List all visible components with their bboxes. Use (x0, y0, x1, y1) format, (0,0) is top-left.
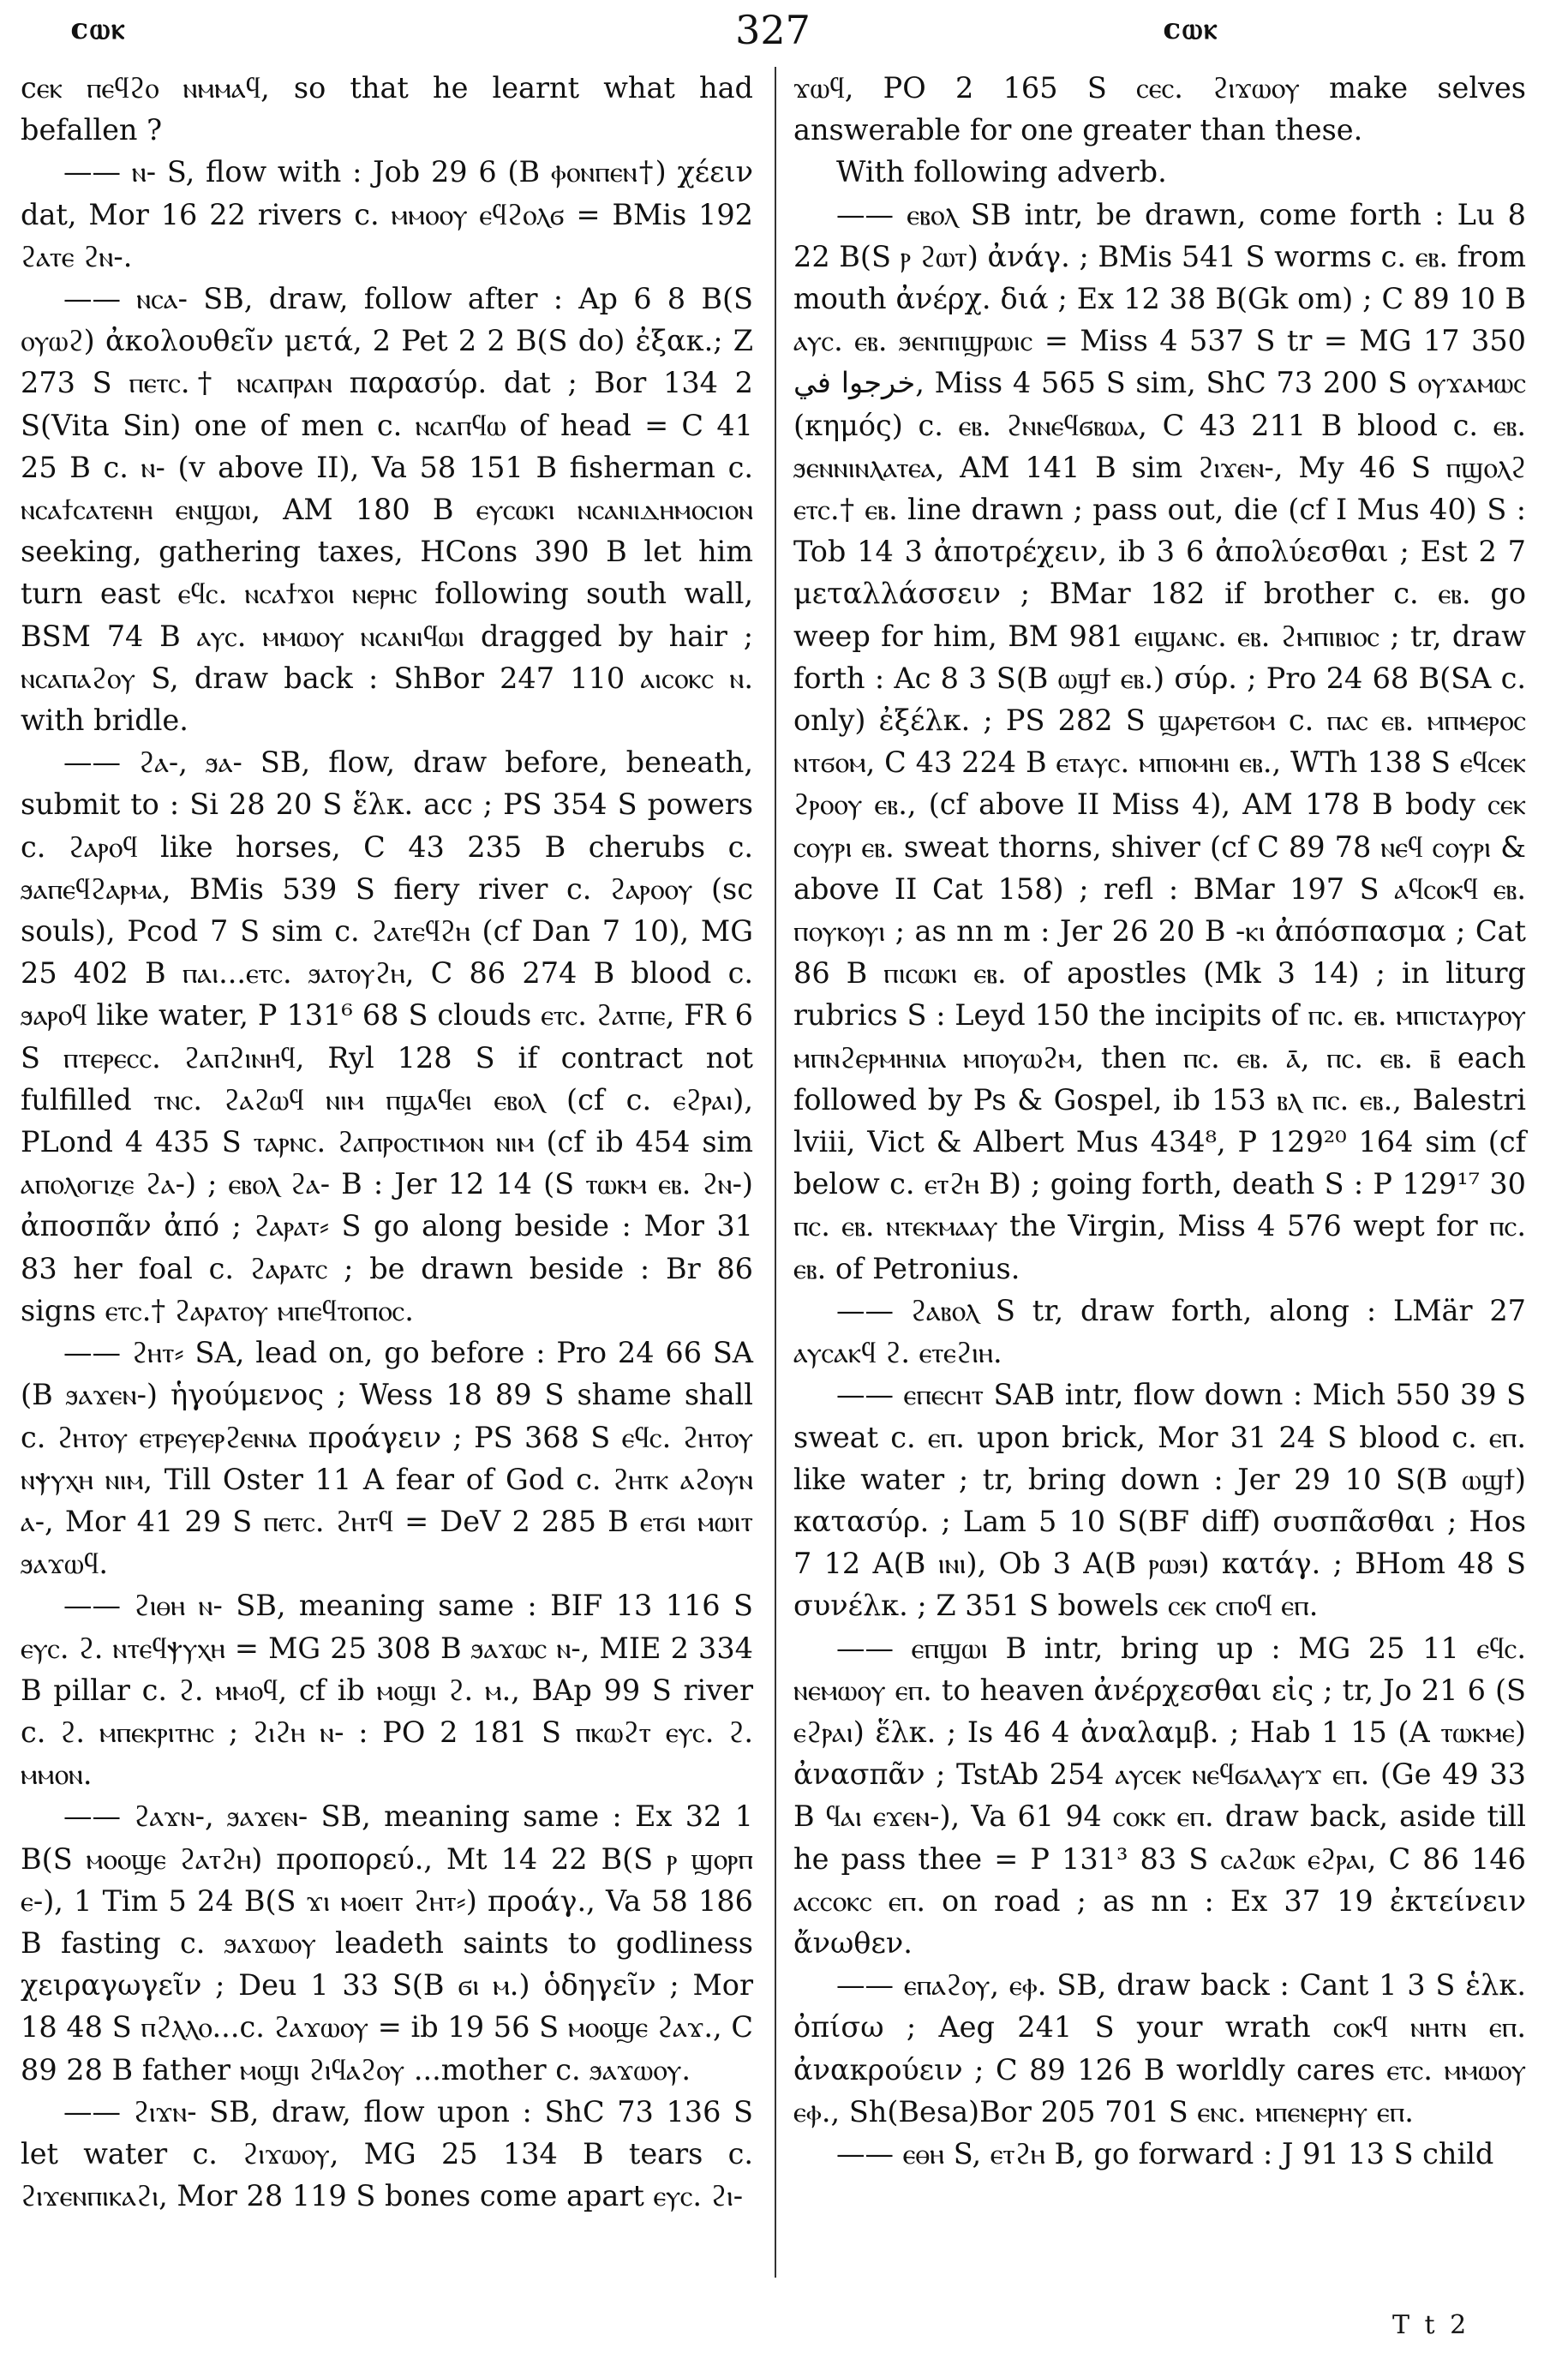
running-head-left: ϲⲱⲕ (70, 12, 127, 46)
entry-paragraph: —— ϩⲁⲃⲟⲗ S tr, draw forth, along : LMär 27 ⲁⲩⲥⲁⲕϥ ϩ. ⲉⲧⲉϩⲓⲏ. (793, 1293, 1526, 1370)
entry-paragraph: —— ⲛ- S, flow with : Job 29 6 (B ⲫⲟⲛⲡⲉⲛ†) χέειν dat, Mor 16 22 rivers c. ⲙⲙⲟⲟⲩ ⲉϥϩⲟⲗϭ = BMis 192 ϩⲁⲧⲉ ϩⲛ-. (21, 155, 753, 273)
entry-paragraph: —— ϩⲓϫⲛ- SB, draw, flow upon : ShC 73 136 S let water c. ϩⲓϫⲱⲟⲩ, MG 25 134 B tears c. ϩⲓϫⲉⲛⲡⲓⲕⲁϩⲓ, Mor 28 119 S bones come apart ⲉⲩⲥ. ϩⲓ- (21, 2094, 753, 2213)
left-column (21, 67, 753, 2217)
entry-paragraph: —— ⲛⲥⲁ- SB, draw, follow after : Ap 6 8 B(S ⲟⲩⲱϩ) ἀκολουθεῖν μετά, 2 Pet 2 2 B(S do) ἐξακ.; Z 273 S ⲡⲉⲧⲥ.† ⲛⲥⲁⲡⲣⲁⲛ παρασύρ. dat ; Bor 134 2 S(Vita Sin) one of men c. ⲛⲥⲁⲡϥⲱ of head = C 41 25 B c. ⲛ- (v above II), Va 58 151 B fisherman c. ⲛⲥⲁϯⲥⲁⲧⲉⲛⲏ ⲉⲛϣⲱⲓ, AM 180 B ⲉⲩⲥⲱⲕⲓ ⲛⲥⲁⲛⲓⲇⲏⲙⲟⲥⲓⲟⲛ seeking, gathering taxes, HCons 390 B let him turn east ⲉϥⲥ. ⲛⲥⲁϯϫⲟⲓ ⲛⲉⲣⲏⲥ following south wall, BSM 74 B ⲁⲩⲥ. ⲙⲙⲱⲟⲩ ⲛⲥⲁⲛⲓϥⲱⲓ dragged by hair ; ⲛⲥⲁⲡⲁϩⲟⲩ S, draw back : ShBor 247 110 ⲁⲓⲥⲟⲕⲥ ⲛ. with bridle. (21, 282, 753, 738)
running-head-right: ϲⲱⲕ (1163, 12, 1219, 46)
entry-paragraph: —— ϩⲏⲧ⸗ SA, lead on, go before : Pro 24 66 SA (B ϧⲁϫⲉⲛ-) ἡγούμενος ; Wess 18 89 S shame shall c. ϩⲏⲧⲟⲩ ⲉⲧⲣⲉⲩⲉⲣϩⲉⲛⲛⲁ προάγειν ; PS 368 S ⲉϥⲥ. ϩⲏⲧⲟⲩ ⲛⲯⲩⲭⲏ ⲛⲓⲙ, Till Oster 11 A fear of God c. ϩⲏⲧⲕ ⲁϩⲟⲩⲛ ⲁ-, Mor 41 29 S ⲡⲉⲧⲥ. ϩⲏⲧϥ = DeV 2 285 B ⲉⲧϭⲓ ⲙⲱⲓⲧ ϧⲁϫⲱϥ. (21, 1336, 753, 1581)
entry-paragraph: —— ⲉⲡϣⲱⲓ B intr, bring up : MG 25 11 ⲉϥⲥ. ⲛⲉⲙⲱⲟⲩ ⲉⲡ. to heaven ἀνέρχεσθαι εἰς ; tr, Jo 21 6 (S ⲉϩⲣⲁⲓ) ἕλκ. ; Is 46 4 ἀναλαμβ. ; Hab 1 15 (A ⲧⲱⲕⲙⲉ) ἀνασπᾶν ; TstAb 254 ⲁⲩⲥⲉⲕ ⲛⲉϥϭⲁⲗⲁⲩϫ ⲉⲡ. (Ge 49 33 B ϥⲁⲓ ⲉϫⲉⲛ-), Va 61 94 ⲥⲟⲕⲕ ⲉⲡ. draw back, aside till he pass thee = P 131³ 83 S ⲥⲁϩⲱⲕ ⲉϩⲣⲁⲓ, C 86 146 ⲁⲥⲥⲟⲕⲥ ⲉⲡ. on road ; as nn : Ex 37 19 ἐκτείνειν ἄνωθεν. (793, 1631, 1526, 1960)
entry-paragraph: —— ⲉⲡⲁϩⲟⲩ, ⲉⲫ. SB, draw back : Cant 1 3 S ἑλκ. ὀπίσω ; Aeg 241 S your wrath ⲥⲟⲕϥ ⲛⲏⲧⲛ ⲉⲡ. ἀνακρούειν ; C 89 126 B worldly cares ⲉⲧⲥ. ⲙⲙⲱⲟⲩ ⲉⲫ., Sh(Besa)Bor 205 701 S ⲉⲛⲥ. ⲙⲡⲉⲛⲉⲣⲏⲩ ⲉⲡ. (793, 1968, 1526, 2128)
column-divider (775, 67, 776, 2278)
entry-paragraph: —— ⲉⲑⲏ S, ⲉⲧϩⲏ B, go forward : J 91 13 S child (836, 2136, 1494, 2170)
right-column (793, 67, 1526, 2175)
page-number: 327 (735, 7, 811, 53)
signature-mark: T t 2 (1392, 2310, 1470, 2340)
entry-paragraph: —— ϩⲁϫⲛ-, ϧⲁϫⲉⲛ- SB, meaning same : Ex 32 1 B(S ⲙⲟⲟϣⲉ ϩⲁⲧϩⲏ) προπορεύ., Mt 14 22 B(S ⲣ ϣⲟⲣⲡ ⲉ-), 1 Tim 5 24 B(S ϫⲓ ⲙⲟⲉⲓⲧ ϩⲏⲧ⸗) προάγ., Va 58 186 B fasting c. ϧⲁϫⲱⲟⲩ leadeth saints to godliness χειραγωγεῖν ; Deu 1 33 S(B ϭⲓ ⲙ.) ὁδηγεῖν ; Mor 18 48 S ⲡϩⲗⲗⲟ...c. ϩⲁϫⲱⲟⲩ = ib 19 56 S ⲙⲟⲟϣⲉ ϩⲁϫ., C 89 28 B father ⲙⲟϣⲓ ϩⲓϥⲁϩⲟⲩ ...mother c. ϧⲁϫⲱⲟⲩ. (21, 1799, 753, 2087)
entry-paragraph: —— ⲉⲃⲟⲗ SB intr, be drawn, come forth : Lu 8 22 B(S ⲣ ϩⲱⲧ) ἀνάγ. ; BMis 541 S worms c. ⲉⲃ. from mouth ἀνέρχ. διά ; Ex 12 38 B(Gk om) ; C 89 10 B ⲁⲩⲥ. ⲉⲃ. ϧⲉⲛⲡⲓϣⲣⲱⲓⲥ = Miss 4 537 S tr = MG 17 350 خرجوا في, Miss 4 565 S sim, ShC 73 200 S ⲟⲩϫⲁⲙⲱⲥ (κημός) c. ⲉⲃ. ϩⲛⲛⲉϥϭⲃⲱⲁ, C 43 211 B blood c. ⲉⲃ. ϧⲉⲛⲛⲓⲛⲗⲁⲧⲉⲁ, AM 141 B sim ϩⲓϫⲉⲛ-, My 46 S ⲡϣⲟⲗϩ ⲉⲧⲥ.† ⲉⲃ. line drawn ; pass out, die (cf I Mus 40) S : Tob 14 3 ἀποτρέχειν, ib 3 6 ἀπολύεσθαι ; Est 2 7 μεταλλάσσειν ; BMar 182 if brother c. ⲉⲃ. go weep for him, BM 981 ⲉⲓϣⲁⲛⲥ. ⲉⲃ. ϩⲙⲡⲓⲃⲓⲟⲥ ; tr, draw forth : Ac 8 3 S(B ⲱϣϯ ⲉⲃ.) σύρ. ; Pro 24 68 B(SA c. only) ἐξέλκ. ; PS 282 S ϣⲁⲣⲉⲧϭⲟⲙ c. ⲡⲁⲥ ⲉⲃ. ⲙⲡⲙⲉⲣⲟⲥ ⲛⲧϭⲟⲙ, C 43 224 B ⲉⲧⲁⲩⲥ. ⲙⲡⲓⲟⲙⲏⲓ ⲉⲃ., WTh 138 S ⲉϥⲥⲉⲕ ϩⲣⲟⲟⲩ ⲉⲃ., (cf above II Miss 4), AM 178 B body ⲥⲉⲕ ⲥⲟⲩⲣⲓ ⲉⲃ. sweat thorns, shiver (cf C 89 78 ⲛⲉϥ ⲥⲟⲩⲣⲓ & above II Cat 158) ; refl : BMar 197 S ⲁϥⲥⲟⲕϥ ⲉⲃ. ⲡⲟⲩⲕⲟⲩⲓ ; as nn m : Jer 26 20 B -ⲕⲓ ἀπόσπασμα ; Cat 86 B ⲡⲓⲥⲱⲕⲓ ⲉⲃ. of apostles (Mk 3 14) ; in liturg rubrics S : Leyd 150 the incipits of ⲡⲥ. ⲉⲃ. ⲙⲡⲓⲥⲧⲁⲩⲣⲟⲩ ⲙⲡⲛϩⲉⲣⲙⲏⲛⲓⲁ ⲙⲡⲟⲩⲱϩⲙ, then ⲡⲥ. ⲉⲃ. ⲁ̄, ⲡⲥ. ⲉⲃ. ⲃ̄ each followed by Ps & Gospel, ib 153 ⲃⲗ ⲡⲥ. ⲉⲃ., Balestri lviii, Vict & Albert Mus 434⁸, P 129²⁰ 164 sim (cf below c. ⲉⲧϩⲏ B) ; going forth, death S : P 129¹⁷ 30 ⲡⲥ. ⲉⲃ. ⲛⲧⲉⲕⲙⲁⲁⲩ the Virgin, Miss 4 576 wept for ⲡⲥ. ⲉⲃ. of Petronius. (793, 197, 1526, 1285)
entry-paragraph: —— ϩⲁ-, ϧⲁ- SB, flow, draw before, beneath, submit to : Si 28 20 S ἕλκ. acc ; PS 354 S powers c. ϩⲁⲣⲟϥ like horses, C 43 235 B cherubs c. ϧⲁⲡⲉϥϩⲁⲣⲙⲁ, BMis 539 S fiery river c. ϩⲁⲣⲟⲟⲩ (sc souls), Pcod 7 S sim c. ϩⲁⲧⲉϥϩⲏ (cf Dan 7 10), MG 25 402 B ⲡⲁⲓ...ⲉⲧⲥ. ϧⲁⲧⲟⲩϩⲏ, C 86 274 B blood c. ϧⲁⲣⲟϥ like water, P 131⁶ 68 S clouds ⲉⲧⲥ. ϩⲁⲧⲡⲉ, FR 6 S ⲡⲧⲉⲣⲉⲥⲥ. ϩⲁⲡϩⲓⲛⲏϥ, Ryl 128 S if contract not fulfilled ⲧⲛⲥ. ϩⲁϩⲱϥ ⲛⲓⲙ ⲡϣⲁϥⲉⲓ ⲉⲃⲟⲗ (cf c. ⲉϩⲣⲁⲓ), PLond 4 435 S ⲧⲁⲣⲛⲥ. ϩⲁⲡⲣⲟⲥⲧⲓⲙⲟⲛ ⲛⲓⲙ (cf ib 454 sim ⲁⲡⲟⲗⲟⲅⲓⲍⲉ ϩⲁ-) ; ⲉⲃⲟⲗ ϩⲁ- B : Jer 12 14 (S ⲧⲱⲕⲙ ⲉⲃ. ϩⲛ-) ἀποσπᾶν ἀπό ; ϩⲁⲣⲁⲧ⸗ S go along beside : Mor 31 83 her foal c. ϩⲁⲣⲁⲧⲥ ; be drawn beside : Br 86 signs ⲉⲧⲥ.† ϩⲁⲣⲁⲧⲟⲩ ⲙⲡⲉϥⲧⲟⲡⲟⲥ. (21, 745, 753, 1327)
entry-paragraph: —— ϩⲓⲑⲏ ⲛ- SB, meaning same : BIF 13 116 S ⲉⲩⲥ. ϩ. ⲛⲧⲉϥⲯⲩⲭⲏ = MG 25 308 B ϧⲁϫⲱⲥ ⲛ-, MIE 2 334 B pillar c. ϩ. ⲙⲙⲟϥ, cf ib ⲙⲟϣⲓ ϩ. ⲙ., BAp 99 S river c. ϩ. ⲙⲡⲉⲕⲣⲓⲧⲏⲥ ; ϩⲓϩⲏ ⲛ- : PO 2 181 S ⲡⲕⲱϩⲧ ⲉⲩⲥ. ϩ. ⲙⲙⲟⲛ. (21, 1589, 753, 1792)
section-heading: With following adverb. (836, 155, 1167, 189)
entry-paragraph: —— ⲉⲡⲉⲥⲏⲧ SAB intr, flow down : Mich 550 39 S sweat c. ⲉⲡ. upon brick, Mor 31 24 S blood c. ⲉⲡ. like water ; tr, bring down : Jer 29 10 S(B ⲱϣϯ) κατασύρ. ; Lam 5 10 S(BF diff) συσπᾶσθαι ; Hos 7 12 A(B ⲓⲛⲓ), Ob 3 A(B ⲣⲱϧⲓ) κατάγ. ; BHom 48 S συνέλκ. ; Z 351 S bowels ⲥⲉⲕ ⲥⲡⲟϥ ⲉⲡ. (793, 1378, 1526, 1623)
entry-paragraph: ϲⲉⲕ ⲡⲉϥϩⲟ ⲛⲙⲙⲁϥ, so that he learnt what had befallen ? (21, 71, 753, 147)
entry-paragraph: ϫⲱϥ, PO 2 165 S ⲥⲉⲥ. ϩⲓϫⲱⲟⲩ make selves answerable for one greater than these. (793, 71, 1526, 147)
